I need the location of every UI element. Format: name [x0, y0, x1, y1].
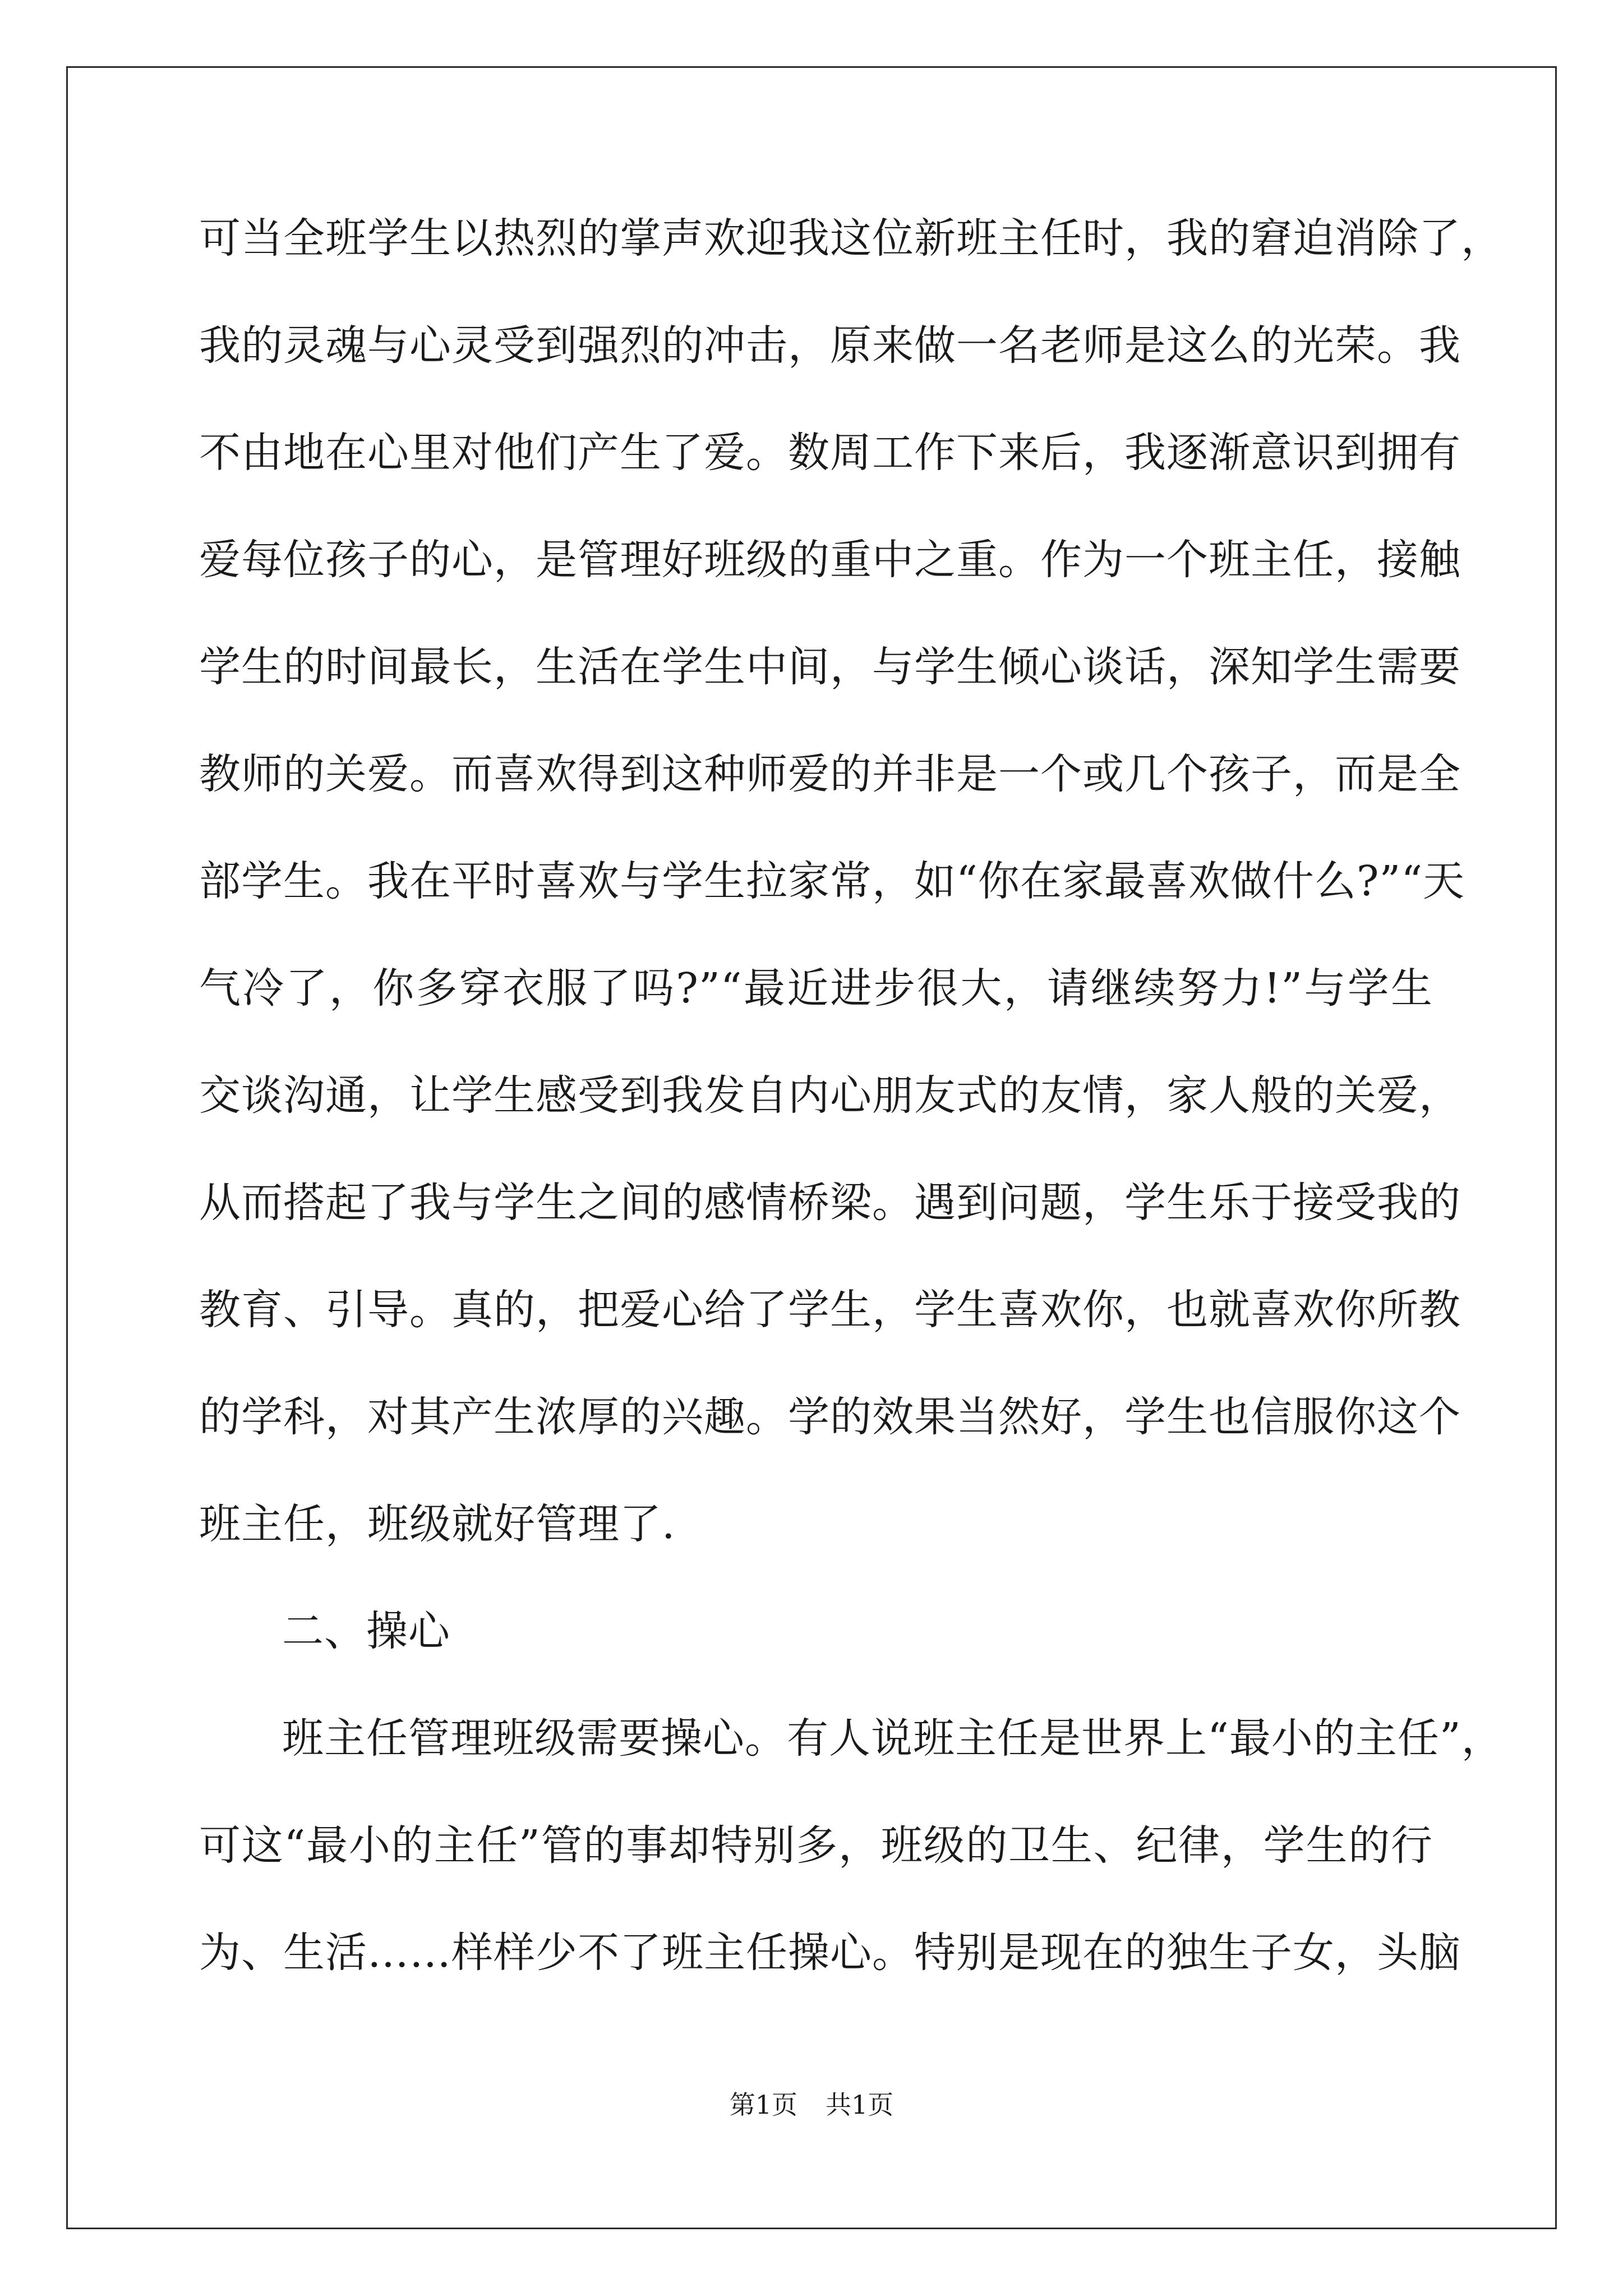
document-body: [199, 213, 1504, 2035]
text-line: 学生的时间最长，生活在学生中间，与学生倾心谈话，深知学生需要: [199, 643, 1461, 691]
page-footer: [0, 2088, 1623, 2122]
page-number: 第1页: [729, 2090, 797, 2120]
text-line: 的学科，对其产生浓厚的兴趣。学的效果当然好，学生也信服你这个: [199, 1393, 1461, 1441]
text-line: 我的灵魂与心灵受到强烈的冲击，原来做一名老师是这么的光荣。我: [199, 321, 1461, 370]
text-line: 可当全班学生以热烈的掌声欢迎我这位新班主任时，我的窘迫消除了，: [199, 214, 1503, 263]
paragraph-end-line: 班主任，班级就好管理了.: [199, 1500, 676, 1548]
text-line: 为、生活……样样少不了班主任操心。特别是现在的独生子女，头脑: [199, 1929, 1461, 1977]
text-line: 交谈沟通，让学生感受到我发自内心朋友式的友情，家人般的关爱，: [199, 1071, 1461, 1120]
text-line: 从而搭起了我与学生之间的感情桥梁。遇到问题，学生乐于接受我的: [199, 1179, 1461, 1227]
section-heading: 二、操心: [282, 1607, 450, 1655]
page-total: 共1页: [826, 2090, 894, 2120]
text-line: 爱每位孩子的心，是管理好班级的重中之重。作为一个班主任，接触: [199, 536, 1461, 584]
text-line: 气冷了，你多穿衣服了吗?”“最近进步很大，请继续努力!”与学生: [199, 964, 1433, 1013]
text-line: 不由地在心里对他们产生了爱。数周工作下来后，我逐渐意识到拥有: [199, 429, 1461, 477]
text-line: 教育、引导。真的，把爱心给了学生，学生喜欢你，也就喜欢你所教: [199, 1286, 1461, 1334]
text-line: 可这“最小的主任”管的事却特别多，班级的卫生、纪律，学生的行: [199, 1821, 1433, 1870]
paragraph-first-line: 班主任管理班级需要操心。有人说班主任是世界上“最小的主任”，: [282, 1714, 1504, 1763]
text-line: 教师的关爱。而喜欢得到这种师爱的并非是一个或几个孩子，而是全: [199, 750, 1461, 798]
text-line: 部学生。我在平时喜欢与学生拉家常，如“你在家最喜欢做什么?”“天: [199, 857, 1465, 905]
